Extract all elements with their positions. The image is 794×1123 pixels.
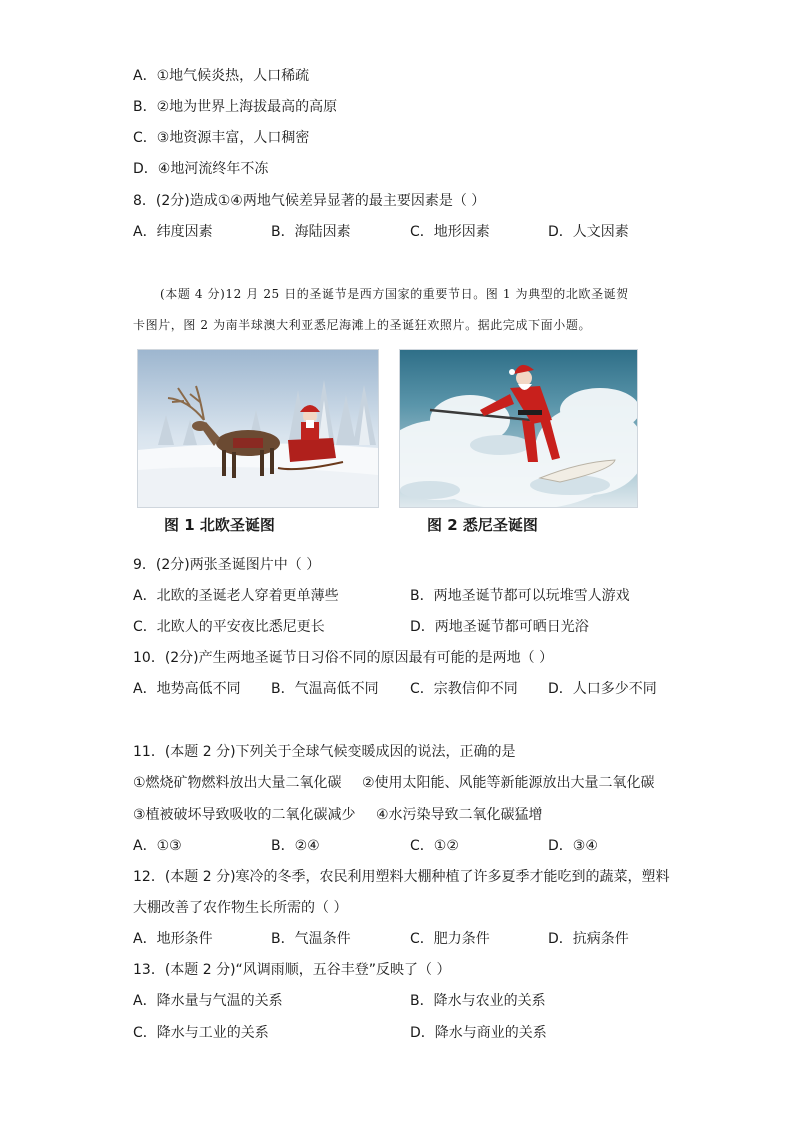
q9-option-a: A．北欧的圣诞老人穿着更单薄些	[133, 588, 339, 604]
q7-option-d: D．④地河流终年不冻	[133, 161, 269, 177]
q13-option-c: C．降水与工业的关系	[133, 1025, 269, 1041]
q7-option-a: A．①地气候炎热，人口稀疏	[133, 68, 310, 84]
q11-statement-3: ③植被破坏导致吸收的二氧化碳减少	[133, 807, 356, 823]
q8-option-d: D．人文因素	[548, 224, 629, 240]
q12-option-d: D．抗病条件	[548, 931, 629, 947]
q11-stem: 11．(本题 2 分)下列关于全球气候变暖成因的说法，正确的是	[133, 744, 516, 760]
q10-stem: 10．(2分)产生两地圣诞节日习俗不同的原因最有可能的是两地（ ）	[133, 650, 554, 666]
q8-stem: 8．(2分)造成①④两地气候差异显著的最主要因素是（ ）	[133, 193, 486, 209]
figure-1-caption: 图 1 北欧圣诞图	[164, 516, 275, 534]
q8-option-b: B．海陆因素	[271, 224, 351, 240]
q10-option-c: C．宗教信仰不同	[410, 681, 518, 697]
q12-stem-line-2: 大棚改善了农作物生长所需的（ ）	[133, 900, 348, 916]
q12-option-c: C．肥力条件	[410, 931, 490, 947]
reindeer-sleigh-image	[138, 350, 378, 507]
figure-2-sydney-christmas	[399, 349, 638, 508]
q8-option-a: A．纬度因素	[133, 224, 213, 240]
q11-option-b: B．②④	[271, 838, 320, 854]
q12-stem-line-1: 12．(本题 2 分)寒冷的冬季，农民利用塑料大棚种植了许多夏季才能吃到的蔬菜，塑料	[133, 869, 670, 885]
q11-statement-2: ②使用太阳能、风能等新能源放出大量二氧化碳	[362, 775, 655, 791]
q11-option-a: A．①③	[133, 838, 182, 854]
q13-option-a: A．降水量与气温的关系	[133, 993, 283, 1009]
q11-option-c: C．①②	[410, 838, 459, 854]
figure-1-nordic-christmas	[137, 349, 379, 508]
figure-2-caption: 图 2 悉尼圣诞图	[427, 516, 538, 534]
q13-option-d: D．降水与商业的关系	[410, 1025, 547, 1041]
santa-surfing-image	[400, 350, 637, 507]
q11-statement-4: ④水污染导致二氧化碳猛增	[376, 807, 543, 823]
q9-option-c: C．北欧人的平安夜比悉尼更长	[133, 619, 325, 635]
q12-option-a: A．地形条件	[133, 931, 213, 947]
q13-option-b: B．降水与农业的关系	[410, 993, 546, 1009]
q11-option-d: D．③④	[548, 838, 598, 854]
q10-option-d: D．人口多少不同	[548, 681, 657, 697]
q9-option-b: B．两地圣诞节都可以玩堆雪人游戏	[410, 588, 630, 604]
q9-stem: 9．(2分)两张圣诞图片中（ ）	[133, 557, 321, 573]
q9-option-d: D．两地圣诞节都可晒日光浴	[410, 619, 589, 635]
q7-option-c: C．③地资源丰富，人口稠密	[133, 130, 310, 146]
q7-option-b: B．②地为世界上海拔最高的高原	[133, 99, 338, 115]
q8-option-c: C．地形因素	[410, 224, 490, 240]
q10-option-a: A．地势高低不同	[133, 681, 241, 697]
q10-option-b: B．气温高低不同	[271, 681, 379, 697]
intro-line-1: (本题 4 分)12 月 25 日的圣诞节是西方国家的重要节日。图 1 为典型的北欧圣诞贺	[160, 287, 629, 301]
q13-stem: 13．(本题 2 分)“风调雨顺，五谷丰登”反映了（ ）	[133, 962, 451, 978]
intro-line-2: 卡图片，图 2 为南半球澳大利亚悉尼海滩上的圣诞狂欢照片。据此完成下面小题。	[133, 318, 592, 332]
q11-statement-1: ①燃烧矿物燃料放出大量二氧化碳	[133, 775, 342, 791]
q12-option-b: B．气温条件	[271, 931, 351, 947]
